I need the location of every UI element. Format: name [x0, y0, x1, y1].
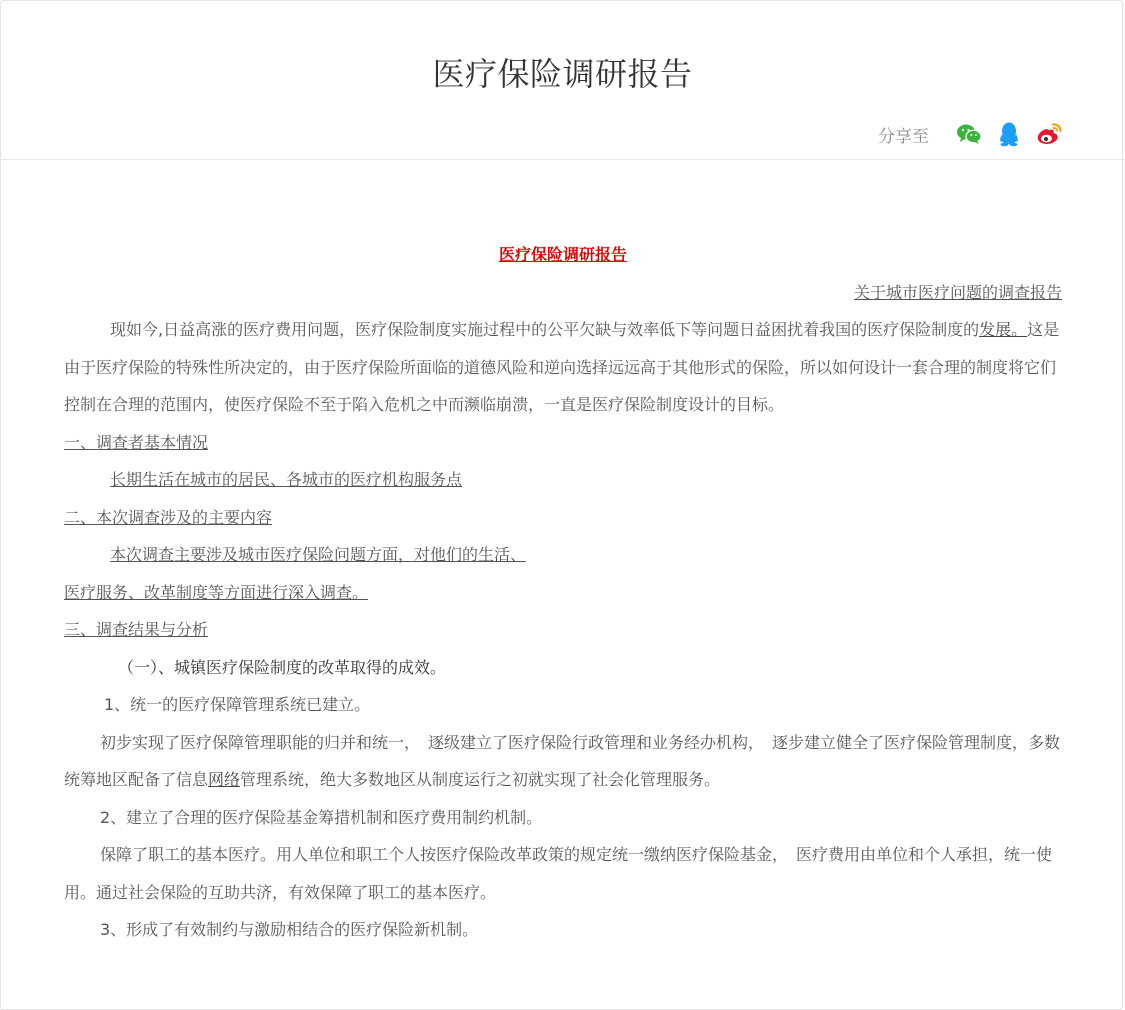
- item-1-text-b: 管理系统，绝大多数地区从制度运行之初就实现了社会化管理服务。: [240, 770, 721, 789]
- share-label: 分享至: [878, 126, 929, 147]
- intro-text-b: 这是由于医疗保险的特殊性所决定的，由于医疗保险所面临的道德风险和逆向选择远远高于其他形式的保险，所以如何设计一套合理的制度将它们控制在合理的范围内，使医疗保险不至于陷入危机之中而濒临崩溃，一直是医疗保险制度设计的目标。: [64, 320, 1060, 414]
- item-2-title: 2、建立了合理的医疗保险基金筹措机制和医疗费用制约机制。: [100, 807, 543, 827]
- section-1-title: 一、调查者基本情况: [64, 432, 209, 452]
- weibo-icon[interactable]: [1035, 120, 1063, 148]
- wechat-icon[interactable]: [955, 120, 983, 148]
- subsection-1-title: （一）、城镇医疗保险制度的改革取得的成效。: [118, 657, 447, 677]
- item-1-body: [64, 724, 1062, 799]
- network-link[interactable]: 网络: [208, 770, 241, 789]
- article-header: [0, 0, 1125, 160]
- doc-heading: 医疗保险调研报告: [498, 245, 627, 264]
- qq-icon[interactable]: [995, 120, 1023, 148]
- item-1-title: 1、统一的医疗保障管理系统已建立。: [104, 695, 371, 714]
- section-3-title: 三、调查结果与分析: [64, 620, 209, 639]
- doc-subheading: 关于城市医疗问题的调查报告: [853, 283, 1062, 302]
- article-body: [64, 235, 1062, 949]
- page-title: 医疗保险调研报告: [432, 55, 693, 93]
- section-2-title: 二、本次调查涉及的主要内容: [64, 507, 273, 527]
- section-2-body-line1: 本次调查主要涉及城市医疗保险问题方面，对他们的生活、: [110, 545, 527, 564]
- section-2-body-line2: 医疗服务、改革制度等方面进行深入调查。: [64, 582, 369, 602]
- development-link[interactable]: 发展。: [979, 320, 1028, 339]
- intro-text-a: 现如今,日益高涨的医疗费用问题，医疗保险制度实施过程中的公平欠缺与效率低下等问题日益困扰着我国的医疗保险制度的: [110, 320, 980, 339]
- item-2-body: 保障了职工的基本医疗。用人单位和职工个人按医疗保险改革政策的规定统一缴纳医疗保险基金， 医疗费用由单位和个人承担，统一使用。通过社会保险的互助共济，有效保障了职工的基本医疗。: [64, 845, 1053, 902]
- item-3-title: 3、形成了有效制约与激励相结合的医疗保险新机制。: [100, 920, 479, 939]
- section-1-body: 长期生活在城市的居民、各城市的医疗机构服务点: [110, 470, 463, 489]
- share-bar: [878, 120, 1063, 148]
- intro-paragraph: [64, 311, 1062, 424]
- item-1-text-a: 初步实现了医疗保障管理职能的归并和统一， 逐级建立了医疗保险行政管理和业务经办机构， 逐步建立健全了医疗保险管理制度，多数统筹地区配备了信息: [64, 732, 1061, 789]
